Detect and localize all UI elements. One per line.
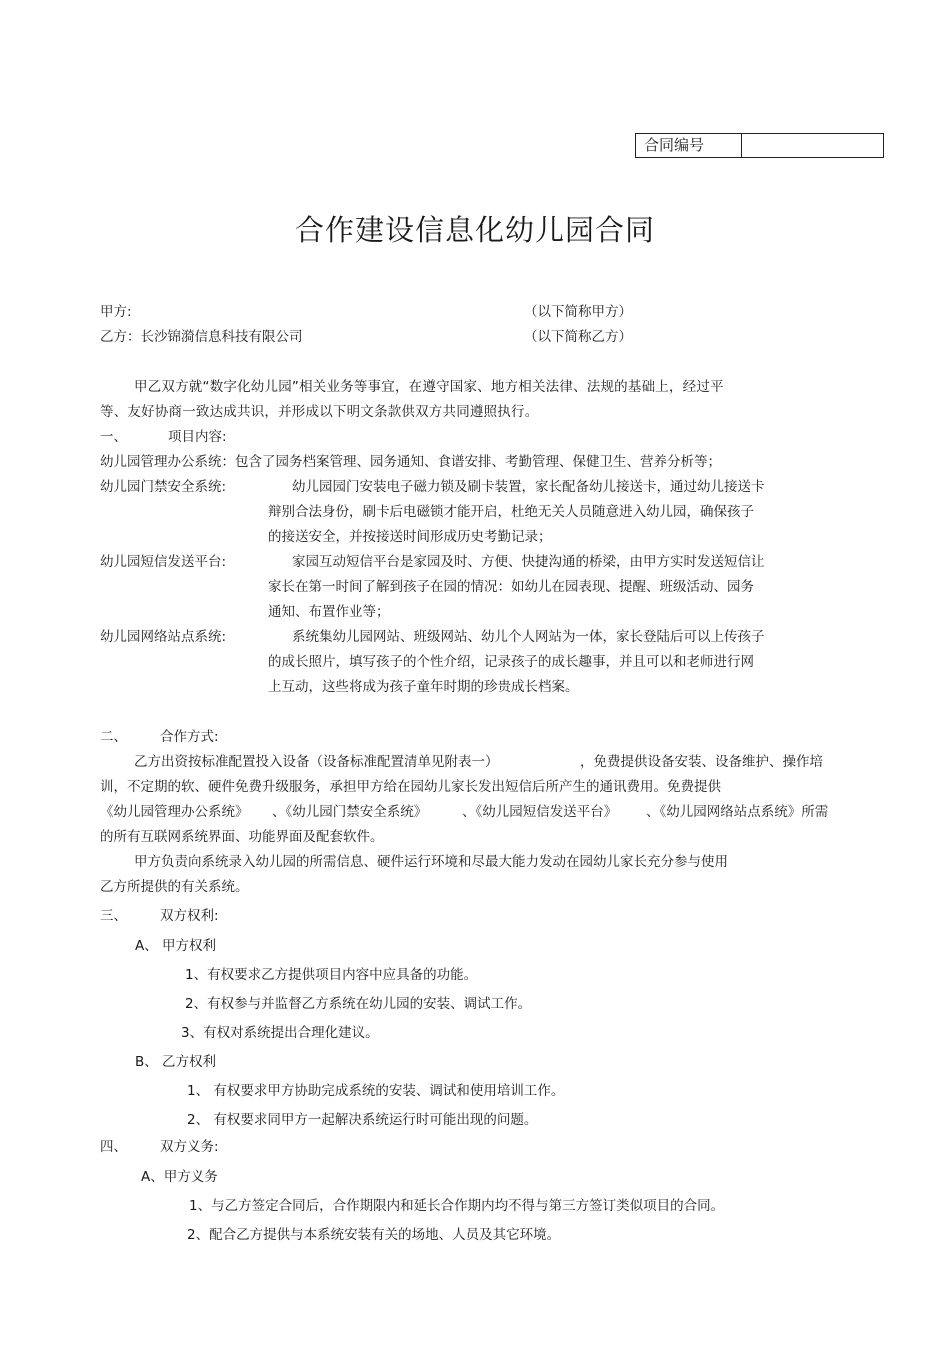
item-label: 幼儿园短信发送平台: xyxy=(100,554,227,570)
paragraph-line: 《幼儿园管理办公系统》 xyxy=(100,804,249,820)
item-line: 的成长照片，填写孩子的个性介绍，记录孩子的成长趣事，并且可以和老师进行网 xyxy=(268,654,754,670)
item-line: 幼儿园园门安装电子磁力锁及刷卡装置，家长配备幼儿接送卡，通过幼儿接送卡 xyxy=(292,479,765,495)
contract-number-box xyxy=(635,133,884,158)
item-line: 家园互动短信平台是家园及时、方便、快捷沟通的桥梁，由甲方实时发送短信让 xyxy=(292,554,765,570)
section-heading: 双方权利: xyxy=(160,908,219,924)
paragraph-line: 、《幼儿园网络站点系统》所需 xyxy=(646,804,829,820)
paragraph-line: 、《幼儿园短信发送平台》 xyxy=(462,804,618,820)
section-number: 一、 xyxy=(100,429,127,445)
section-number: 二、 xyxy=(100,729,127,745)
section-heading: 合作方式: xyxy=(160,729,219,745)
item-line: 系统集幼儿园网站、班级网站、幼儿个人网站为一体，家长登陆后可以上传孩子 xyxy=(292,629,765,645)
list-item: 2、 有权要求同甲方一起解决系统运行时可能出现的问题。 xyxy=(187,1112,538,1128)
party-a-note: （以下简称甲方） xyxy=(524,304,632,320)
contract-number-label: 合同编号 xyxy=(636,134,742,157)
paragraph-line: 、《幼儿园门禁安全系统》 xyxy=(272,804,428,820)
list-item: 1、与乙方签定合同后，合作期限内和延长合作期内均不得与第三方签订类似项目的合同。 xyxy=(189,1198,725,1214)
party-b-note: （以下简称乙方） xyxy=(524,329,632,345)
item-line: 辩别合法身份，刷卡后电磁锁才能开启，杜绝无关人员随意进入幼儿园，确保孩子 xyxy=(268,504,754,520)
subsection-label: A、 甲方权利 xyxy=(135,938,217,954)
item-line: 家长在第一时间了解到孩子在园的情况：如幼儿在园表现、提醒、班级活动、园务 xyxy=(268,579,754,595)
paragraph-line: 的所有互联网系统界面、功能界面及配套软件。 xyxy=(100,829,384,845)
paragraph-line: 乙方所提供的有关系统。 xyxy=(100,879,249,895)
party-a-label: 甲方: xyxy=(100,304,132,320)
intro-line: 等、友好协商一致达成共识，并形成以下明文条款供双方共同遵照执行。 xyxy=(100,404,539,420)
list-item: 3、有权对系统提出合理化建议。 xyxy=(181,1025,379,1041)
item-label: 幼儿园网络站点系统: xyxy=(100,629,227,645)
list-item: 1、有权要求乙方提供项目内容中应具备的功能。 xyxy=(185,967,478,983)
item-label: 幼儿园门禁安全系统: xyxy=(100,479,227,495)
section-heading: 项目内容: xyxy=(168,429,227,445)
office-system-line: 幼儿园管理办公系统：包含了园务档案管理、园务通知、食谱安排、考勤管理、保健卫生、营养分析等； xyxy=(100,454,721,470)
subsection-label: A、甲方义务 xyxy=(141,1169,218,1185)
list-item: 2、有权参与并监督乙方系统在幼儿园的安装、调试工作。 xyxy=(185,996,532,1012)
item-line: 上互动，这些将成为孩子童年时期的珍贵成长档案。 xyxy=(268,679,579,695)
paragraph-line: 训，不定期的软、硬件免费升级服务，承担甲方给在园幼儿家长发出短信后所产生的通讯费用。免费提供 xyxy=(100,779,721,795)
section-number: 三、 xyxy=(100,908,127,924)
item-line: 的接送安全，并按接送时间形成历史考勤记录； xyxy=(268,529,552,545)
subsection-label: B、 乙方权利 xyxy=(135,1054,217,1070)
contract-number-field[interactable] xyxy=(742,134,883,157)
list-item: 2、配合乙方提供与本系统安装有关的场地、人员及其它环境。 xyxy=(187,1227,561,1243)
section-number: 四、 xyxy=(100,1139,127,1155)
paragraph-line: 甲方负责向系统录入幼儿园的所需信息、硬件运行环境和尽最大能力发动在园幼儿家长充分参与使用 xyxy=(134,854,728,870)
paragraph-line: ，免费提供设备安装、设备维护、操作培 xyxy=(580,754,823,770)
list-item: 1、 有权要求甲方协助完成系统的安装、调试和使用培训工作。 xyxy=(187,1083,565,1099)
section-heading: 双方义务: xyxy=(160,1139,219,1155)
document-title: 合作建设信息化幼儿园合同 xyxy=(294,213,655,247)
item-line: 通知、布置作业等； xyxy=(268,604,390,620)
party-b-label: 乙方：长沙锦漪信息科技有限公司 xyxy=(100,329,303,345)
intro-line: 甲乙双方就“数字化幼儿园”相关业务等事宜，在遵守国家、地方相关法律、法规的基础上，经过平 xyxy=(134,379,724,395)
paragraph-line: 乙方出资按标准配置投入设备（设备标准配置清单见附表一） xyxy=(134,754,499,770)
